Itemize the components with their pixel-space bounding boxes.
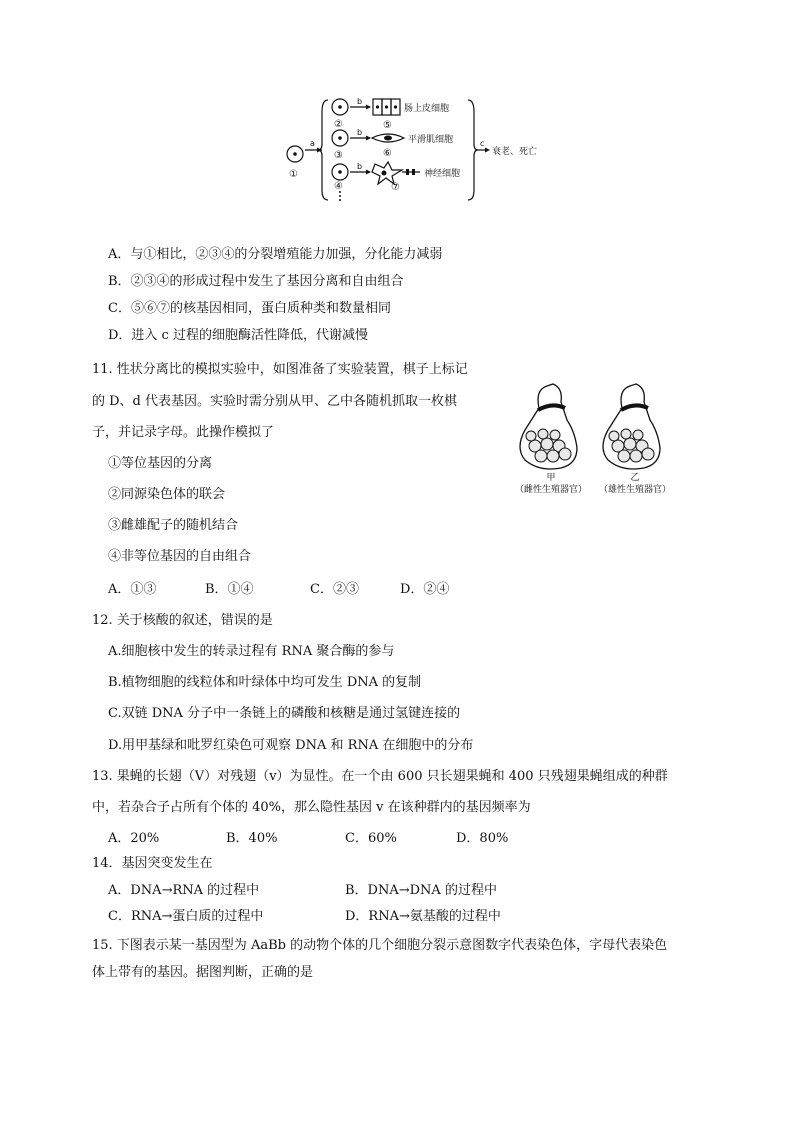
- label-5: ⑤: [383, 120, 392, 131]
- neuron-cell-body: [372, 162, 402, 184]
- label-jia: 甲: [546, 473, 556, 483]
- q12-option-b: B.植物细胞的线粒体和叶绿体中均可发生 DNA 的复制: [108, 675, 422, 690]
- label-7: ⑦: [391, 182, 400, 193]
- label-nerve-cell: 神经细胞: [424, 169, 461, 179]
- label-4: ④: [334, 181, 343, 192]
- q11-item-4: ④非等位基因的自由组合: [108, 549, 252, 564]
- label-a: a: [310, 139, 315, 148]
- label-2: ②: [334, 119, 343, 130]
- label-b2: b: [357, 128, 363, 137]
- q11-item-1: ①等位基因的分离: [108, 456, 213, 471]
- label-female-organ: （雌性生殖器官）: [514, 485, 588, 495]
- q13-stem-line-1: 13. 果蝇的长翅（V）对残翅（v）为显性。在一个由 600 只长翅果蝇和 400 只残翅果蝇组成的种群: [92, 769, 668, 784]
- q11-stem-line-1: 11. 性状分离比的模拟实验中，如图准备了实验装置，棋子上标记: [92, 362, 468, 377]
- q13-stem-line-2: 中，若杂合子占所有个体的 40%，那么隐性基因 v 在该种群内的基因频率为: [92, 800, 531, 815]
- q12-stem: 12. 关于核酸的叙述，错误的是: [92, 613, 273, 628]
- q10-option-a: A．与①相比，②③④的分裂增殖能力加强，分化能力减弱: [108, 247, 443, 262]
- q13-choice-c: C．60%: [345, 831, 397, 846]
- q15-stem-line-2: 体上带有的基因。据图判断，正确的是: [92, 965, 314, 980]
- q11-choice-d: D．②④: [400, 582, 450, 597]
- q14-choice-b: B．DNA→DNA 的过程中: [345, 883, 497, 898]
- label-smooth-muscle-cell: 平滑肌细胞: [408, 135, 454, 145]
- label-b1: b: [357, 97, 363, 106]
- label-male-organ: （雄性生殖器官）: [598, 485, 672, 495]
- q12-option-d: D.用甲基绿和吡罗红染色可观察 DNA 和 RNA 在细胞中的分布: [108, 738, 474, 753]
- label-c: c: [480, 139, 485, 148]
- q10-option-c: C．⑤⑥⑦的核基因相同，蛋白质种类和数量相同: [108, 301, 391, 316]
- cell-differentiation-figure: [280, 92, 550, 207]
- label-yi: 乙: [630, 473, 640, 483]
- q12-option-a: A.细胞核中发生的转录过程有 RNA 聚合酶的参与: [108, 644, 395, 659]
- q14-choice-a: A．DNA→RNA 的过程中: [108, 883, 260, 898]
- q14-stem: 14．基因突变发生在: [92, 856, 213, 871]
- label-b3: b: [357, 162, 363, 171]
- chess-bags-figure: [505, 378, 700, 496]
- q13-choice-d: D．80%: [456, 831, 509, 846]
- q11-item-3: ③雌雄配子的随机结合: [108, 518, 239, 533]
- cell-differentiation-diagram: [280, 92, 550, 207]
- q10-option-b: B．②③④的形成过程中发生了基因分离和自由组合: [108, 274, 404, 289]
- q11-choice-b: B．①④: [205, 582, 254, 597]
- q13-choice-a: A．20%: [108, 831, 160, 846]
- chess-bags-diagram: [505, 378, 700, 496]
- q11-choice-a: A．①③: [108, 582, 157, 597]
- q14-choice-c: C．RNA→蛋白质的过程中: [108, 909, 264, 924]
- q13-choice-b: B．40%: [226, 831, 278, 846]
- q10-option-d: D．进入 c 过程的细胞酶活性降低，代谢减慢: [108, 328, 368, 343]
- q12-option-c: C.双链 DNA 分子中一条链上的磷酸和核糖是通过氢键连接的: [108, 706, 461, 721]
- label-1: ①: [289, 169, 298, 180]
- label-6: ⑥: [383, 148, 392, 159]
- q11-item-2: ②同源染色体的联会: [108, 487, 226, 502]
- q11-stem-line-3: 子，并记录字母。此操作模拟了: [92, 425, 275, 440]
- q14-choice-d: D．RNA→氨基酸的过程中: [345, 909, 501, 924]
- q11-stem-line-2: 的 D、d 代表基因。实验时需分别从甲、乙中各随机抓取一枚棋: [92, 394, 458, 409]
- label-aging-death: 衰老、死亡: [492, 147, 538, 157]
- q15-stem-line-1: 15. 下图表示某一基因型为 AaBb 的动物个体的几个细胞分裂示意图数字代表染色体，字母代表染色: [92, 938, 668, 953]
- label-3: ③: [334, 150, 343, 161]
- label-intestinal-cell: 肠上皮细胞: [404, 104, 450, 114]
- q11-choice-c: C．②③: [310, 582, 359, 597]
